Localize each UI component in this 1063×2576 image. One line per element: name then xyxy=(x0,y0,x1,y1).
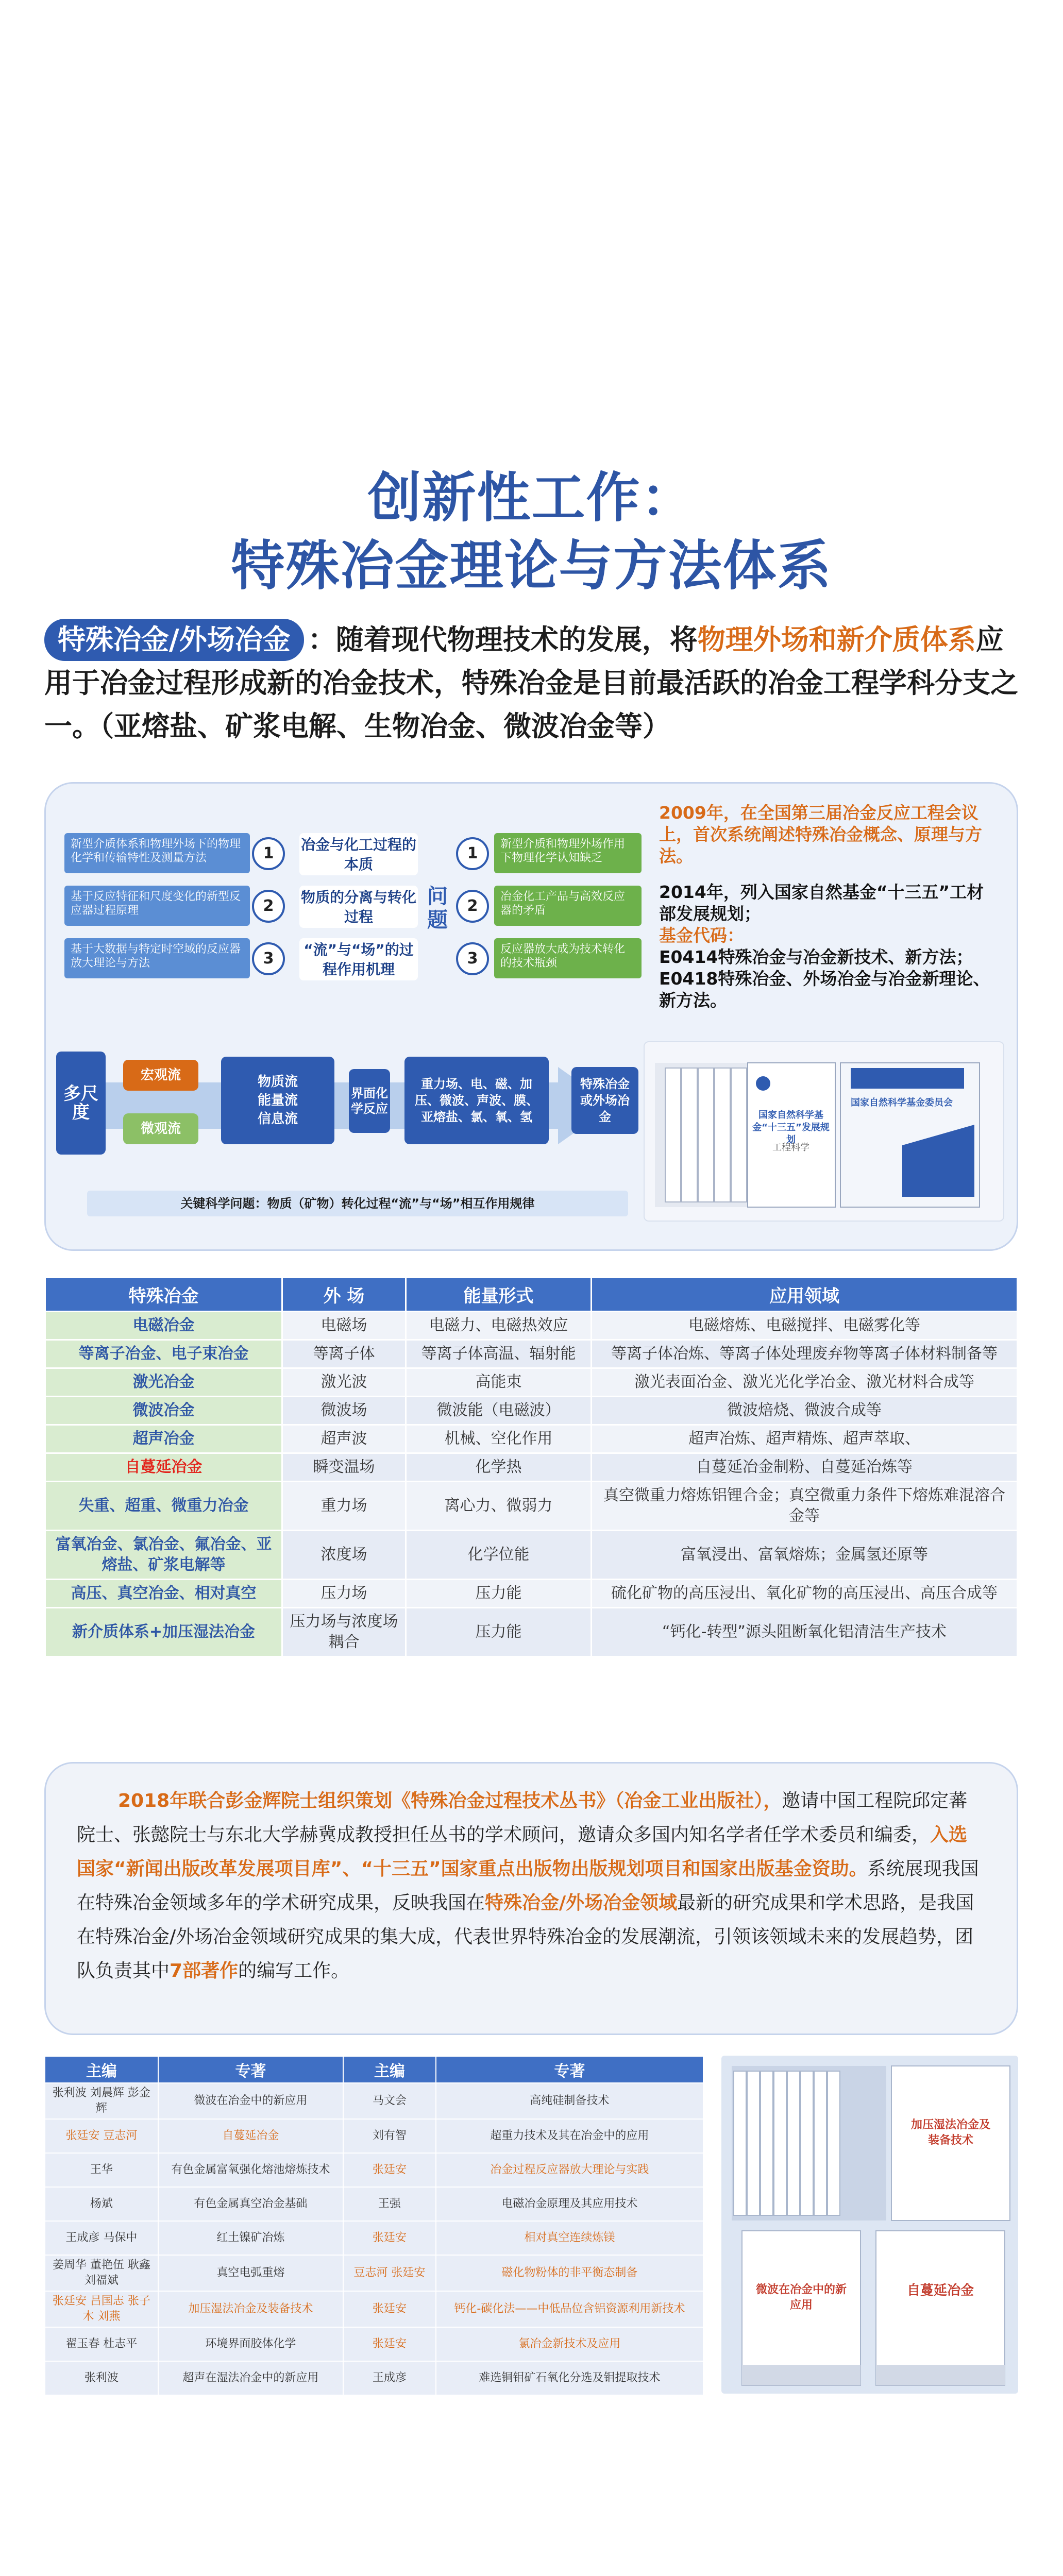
series-text-3: 最新的研究成果和学术思路，是我国在特殊冶金/外场冶金领域研究成果的集大成，代表世界特殊冶金的发展潮流，引领该领域未来的发展趋势，团队负责其中 xyxy=(77,1892,974,1981)
book-cover-label: 工程科学 xyxy=(772,1142,809,1153)
metallurgy-name-cell: 高压、真空冶金、相对真空 xyxy=(45,1580,282,1608)
metallurgy-name-cell: 失重、超重、微重力冶金 xyxy=(45,1482,282,1531)
energy-cell: 电磁力、电磁热效应 xyxy=(406,1312,592,1340)
book-cell: 自蔓延冶金 xyxy=(158,2119,343,2153)
editor-cell: 张廷安 吕国志 张子木 刘燕 xyxy=(45,2291,158,2327)
table-row xyxy=(45,1608,1018,1657)
book-cell: 高纯硅制备技术 xyxy=(436,2083,703,2119)
col-header-book-2: 专著 xyxy=(436,2056,703,2083)
micro-flow-box: 微观流 xyxy=(123,1113,198,1144)
field-cell: 电磁场 xyxy=(282,1312,406,1340)
editor-cell: 张廷安 xyxy=(343,2153,436,2187)
editor-cell: 王强 xyxy=(343,2187,436,2221)
book-cell: 冶金过程反应器放大理论与实践 xyxy=(436,2153,703,2187)
editor-cell: 王成彦 xyxy=(343,2361,436,2395)
energy-cell: 微波能（电磁波） xyxy=(406,1397,592,1425)
editor-cell: 杨斌 xyxy=(45,2187,158,2221)
table2-row xyxy=(45,2361,703,2395)
editor-cell: 马文会 xyxy=(343,2083,436,2119)
energy-cell: 高能束 xyxy=(406,1368,592,1397)
series-highlight-1: 入选国家“新闻出版改革发展项目库”、“十三五”国家重点出版物出版规划项目和国家出版基金资助。 xyxy=(77,1824,968,1879)
table-row xyxy=(45,1340,1018,1368)
result-box: 特殊冶金或外场冶金 xyxy=(571,1067,638,1134)
col-header-energy: 能量形式 xyxy=(406,1278,592,1312)
series-books-illustration xyxy=(721,2056,1018,2394)
topic-pill: 特殊冶金/外场冶金 xyxy=(44,619,304,661)
table-row xyxy=(45,1453,1018,1482)
theory-panel xyxy=(44,782,1018,1251)
book-cell: 加压湿法冶金及装备技术 xyxy=(158,2291,343,2327)
energy-cell: 离心力、微弱力 xyxy=(406,1482,592,1531)
metallurgy-name-cell: 自蔓延冶金 xyxy=(45,1453,282,1482)
col-header-editor-2: 主编 xyxy=(343,2056,436,2083)
metallurgy-name-cell: 电磁冶金 xyxy=(45,1312,282,1340)
application-cell: 激光表面冶金、激光光化学冶金、激光材料合成等 xyxy=(592,1368,1018,1397)
book-cell: 电磁冶金原理及其应用技术 xyxy=(436,2187,703,2221)
left-box-3: 基于大数据与特定时空域的反应器放大理论与方法 xyxy=(64,938,250,978)
metallurgy-name-cell: 富氧冶金、氯冶金、氟冶金、亚熔盐、矿浆电解等 xyxy=(45,1531,282,1580)
series-highlight-2: 特殊冶金/外场冶金领域 xyxy=(485,1892,678,1913)
fund-code-2: E0418特殊冶金、外场冶金与冶金新理论、新方法。 xyxy=(659,969,990,1010)
number-circle-right-3: 3 xyxy=(456,942,489,975)
field-cell: 浓度场 xyxy=(282,1531,406,1580)
book-cell: 钙化-碳化法——中低品位含铝资源利用新技术 xyxy=(436,2291,703,2327)
fields-box: 重力场、电、磁、加压、微波、声波、膜、亚熔盐、氯、氧、氢 xyxy=(404,1057,549,1144)
application-cell: 等离子体冶炼、等离子体处理废弃物等离子体材料制备等 xyxy=(592,1340,1018,1368)
metallurgy-name-cell: 激光冶金 xyxy=(45,1368,282,1397)
editor-cell: 王成彦 马保中 xyxy=(45,2221,158,2255)
book-cell: 氯冶金新技术及应用 xyxy=(436,2327,703,2361)
right-box-1: 新型介质和物理外场作用下物理化学认知缺乏 xyxy=(494,833,642,873)
table-header-row xyxy=(45,1278,1018,1312)
book-cell: 难选铜钼矿石氧化分选及钼提取技术 xyxy=(436,2361,703,2395)
left-box-2: 基于反应特征和尺度变化的新型反应器过程原理 xyxy=(64,886,250,926)
book-cell: 有色金属富氧强化熔池熔炼技术 xyxy=(158,2153,343,2187)
table-row xyxy=(45,1580,1018,1608)
interface-reaction-box: 界面化学反应 xyxy=(349,1069,390,1133)
table-row xyxy=(45,1312,1018,1340)
number-circle-right-2: 2 xyxy=(456,890,489,923)
col-header-field: 外 场 xyxy=(282,1278,406,1312)
series-highlight-3: 7部著作 xyxy=(170,1960,239,1981)
intro-paragraph xyxy=(44,618,1023,748)
book-cell: 有色金属真空冶金基础 xyxy=(158,2187,343,2221)
energy-cell: 化学热 xyxy=(406,1453,592,1482)
application-cell: 电磁熔炼、电磁搅拌、电磁雾化等 xyxy=(592,1312,1018,1340)
table2-row xyxy=(45,2255,703,2291)
book-cell: 超声在湿法冶金中的新应用 xyxy=(158,2361,343,2395)
page-title xyxy=(0,464,1063,600)
series-lead: 2018年联合彭金辉院士组织策划《特殊冶金过程技术丛书》（冶金工业出版社）， xyxy=(118,1790,782,1811)
col-header-application: 应用领域 xyxy=(592,1278,1018,1312)
title-line-2: 特殊冶金理论与方法体系 xyxy=(231,534,832,597)
table2-header-row xyxy=(45,2056,703,2083)
book-series-panel xyxy=(44,1762,1018,2035)
metallurgy-name-cell: 微波冶金 xyxy=(45,1397,282,1425)
energy-cell: 等离子体高温、辐射能 xyxy=(406,1340,592,1368)
editor-cell: 张廷安 xyxy=(343,2327,436,2361)
text-2009: 2009年，在全国第三届冶金反应工程会议上，首次系统阐述特殊冶金概念、原理与方法。 xyxy=(659,803,982,866)
center-item-1: 冶金与化工过程的本质 xyxy=(299,833,418,875)
book-cell: 红土镍矿冶炼 xyxy=(158,2221,343,2255)
field-cell: 压力场与浓度场耦合 xyxy=(282,1608,406,1657)
fund-plan-books-photo xyxy=(644,1041,1004,1222)
macro-flow-box: 宏观流 xyxy=(123,1060,198,1091)
book-cell: 微波在冶金中的新应用 xyxy=(158,2083,343,2119)
book-title-1: 加压湿法冶金及装备技术 xyxy=(910,2119,990,2147)
field-cell: 压力场 xyxy=(282,1580,406,1608)
intro-text-1: ：随着现代物理技术的发展，将 xyxy=(308,623,698,656)
energy-cell: 机械、空化作用 xyxy=(406,1425,592,1453)
metallurgy-name-cell: 等离子冶金、电子束冶金 xyxy=(45,1340,282,1368)
table-row xyxy=(45,1425,1018,1453)
energy-cell: 压力能 xyxy=(406,1580,592,1608)
series-text-4: 的编写工作。 xyxy=(238,1960,350,1981)
table2-row xyxy=(45,2083,703,2119)
book-title-3: 自蔓延冶金 xyxy=(906,2283,974,2298)
center-item-3: “流”与“场”的过程作用机理 xyxy=(299,938,418,980)
history-text xyxy=(659,802,999,1011)
book-cell: 真空电弧重熔 xyxy=(158,2255,343,2291)
editor-cell: 豆志河 张廷安 xyxy=(343,2255,436,2291)
col-header-editor-1: 主编 xyxy=(45,2056,158,2083)
application-cell: 自蔓延冶金制粉、自蔓延冶炼等 xyxy=(592,1453,1018,1482)
right-box-3: 反应器放大成为技术转化的技术瓶颈 xyxy=(494,938,642,978)
series-text-2: 系统展现我国在特殊冶金领域多年的学术研究成果，反映我国在 xyxy=(77,1858,979,1913)
key-scientific-issue: 关键科学问题：物质（矿物）转化过程“流”与“场”相互作用规律 xyxy=(87,1191,628,1216)
fund-label: 基金代码： xyxy=(659,925,744,945)
col-header-metallurgy: 特殊冶金 xyxy=(45,1278,282,1312)
editor-cell: 张廷安 xyxy=(343,2291,436,2327)
number-circle-left-2: 2 xyxy=(252,890,285,923)
number-circle-right-1: 1 xyxy=(456,837,489,870)
field-cell: 瞬变温场 xyxy=(282,1453,406,1482)
application-cell: 真空微重力熔炼铝锂合金；真空微重力条件下熔炼难混溶合金等 xyxy=(592,1482,1018,1531)
table2-row xyxy=(45,2119,703,2153)
editor-cell: 翟玉春 杜志平 xyxy=(45,2327,158,2361)
editor-cell: 张廷安 xyxy=(343,2221,436,2255)
question-label: 问题 xyxy=(427,885,448,932)
table2-row xyxy=(45,2327,703,2361)
editor-cell: 张利波 刘晨辉 彭金辉 xyxy=(45,2083,158,2119)
left-box-1: 新型介质体系和物理外场下的物理化学和传输特性及测量方法 xyxy=(64,833,250,873)
table2-row xyxy=(45,2221,703,2255)
book-cover-title: 国家自然科学基金“十三五”发展规划 xyxy=(752,1110,830,1145)
book-cell: 磁化物粉体的非平衡态制备 xyxy=(436,2255,703,2291)
col-header-book-1: 专著 xyxy=(158,2056,343,2083)
special-metallurgy-table xyxy=(44,1277,1018,1657)
number-circle-left-3: 3 xyxy=(252,942,285,975)
text-2014: 2014年，列入国家自然基金“十三五”工材部发展规划； xyxy=(659,882,984,924)
book-title-2: 微波在冶金中的新应用 xyxy=(755,2283,847,2312)
flow-diagram xyxy=(56,1036,644,1170)
energy-cell: 化学位能 xyxy=(406,1531,592,1580)
table-row xyxy=(45,1482,1018,1531)
editor-cell: 刘有智 xyxy=(343,2119,436,2153)
editor-cell: 张利波 xyxy=(45,2361,158,2395)
intro-text-2: 应用于冶金过程形成新的冶金技术，特殊冶金是目前最活跃的冶金工程学科分支之一。（亚熔盐、矿浆电解、生物冶金、微波冶金等） xyxy=(44,623,1018,742)
editor-cell: 王华 xyxy=(45,2153,158,2187)
table2-row xyxy=(45,2153,703,2187)
metallurgy-name-cell: 超声冶金 xyxy=(45,1425,282,1453)
series-label: 国家自然科学基金委员会 xyxy=(851,1097,953,1108)
editor-cell: 姜周华 董艳伍 耿鑫 刘福斌 xyxy=(45,2255,158,2291)
table-row xyxy=(45,1397,1018,1425)
table2-row xyxy=(45,2291,703,2327)
field-cell: 激光波 xyxy=(282,1368,406,1397)
fund-code-1: E0414特殊冶金与冶金新技术、新方法； xyxy=(659,947,973,967)
application-cell: 微波焙烧、微波合成等 xyxy=(592,1397,1018,1425)
intro-highlight: 物理外场和新介质体系 xyxy=(697,623,976,656)
energy-cell: 压力能 xyxy=(406,1608,592,1657)
title-line-1: 创新性工作： xyxy=(367,466,696,529)
center-item-2: 物质的分离与转化过程 xyxy=(299,886,418,928)
multi-scale-box: 多尺度 xyxy=(56,1052,106,1155)
monograph-table xyxy=(44,2056,704,2396)
table2-row xyxy=(45,2187,703,2221)
application-cell: 超声冶炼、超声精炼、超声萃取、 xyxy=(592,1425,1018,1453)
field-cell: 超声波 xyxy=(282,1425,406,1453)
field-cell: 等离子体 xyxy=(282,1340,406,1368)
streams-box: 物质流 能量流 信息流 xyxy=(221,1057,334,1144)
right-box-2: 冶金化工产品与高效反应器的矛盾 xyxy=(494,886,642,926)
table-row xyxy=(45,1368,1018,1397)
field-cell: 微波场 xyxy=(282,1397,406,1425)
number-circle-left-1: 1 xyxy=(252,837,285,870)
book-cell: 超重力技术及其在冶金中的应用 xyxy=(436,2119,703,2153)
series-books-photo xyxy=(721,2056,1018,2394)
metallurgy-name-cell: 新介质体系+加压湿法冶金 xyxy=(45,1608,282,1657)
application-cell: 硫化矿物的高压浸出、氧化矿物的高压浸出、高压合成等 xyxy=(592,1580,1018,1608)
field-cell: 重力场 xyxy=(282,1482,406,1531)
book-cell: 环境界面胶体化学 xyxy=(158,2327,343,2361)
table-row xyxy=(45,1531,1018,1580)
application-cell: “钙化-转型”源头阻断氧化铝清洁生产技术 xyxy=(592,1608,1018,1657)
editor-cell: 张廷安 豆志河 xyxy=(45,2119,158,2153)
series-text-1: 邀请中国工程院邱定蕃院士、张懿院士与东北大学赫冀成教授担任丛书的学术顾问，邀请众多国内知名学者任学术委员和编委， xyxy=(77,1790,968,1845)
book-cell: 相对真空连续炼镁 xyxy=(436,2221,703,2255)
application-cell: 富氧浸出、富氧熔炼；金属氢还原等 xyxy=(592,1531,1018,1580)
